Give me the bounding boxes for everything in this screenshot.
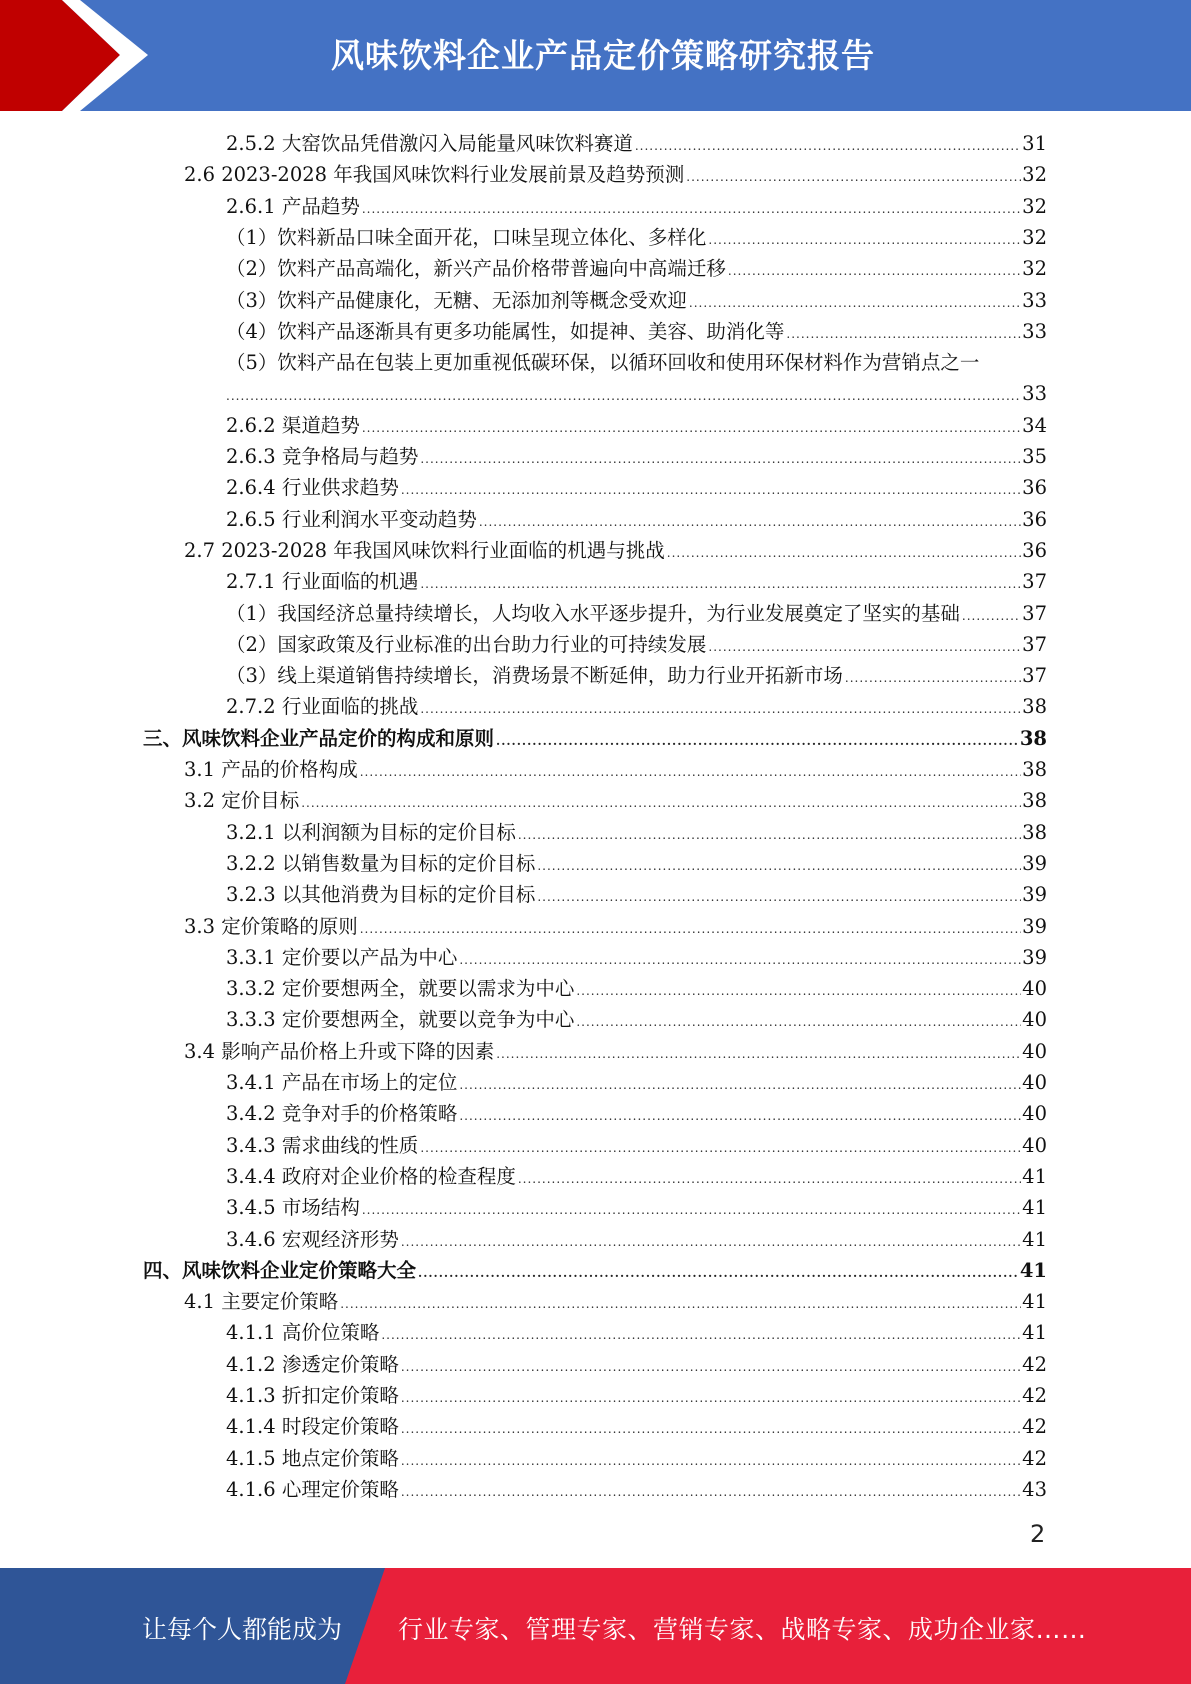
toc-page-number: 37 xyxy=(1022,601,1047,625)
toc-page-number: 41 xyxy=(1022,1290,1047,1314)
toc-page-number: 31 xyxy=(1022,132,1047,155)
toc-entry[interactable] xyxy=(226,691,1047,722)
toc-entry-title: 2.6.3 竞争格局与趋势 xyxy=(226,445,419,468)
toc-entry[interactable] xyxy=(184,1286,1047,1317)
toc-dot-leader xyxy=(845,663,1021,694)
toc-entry-title: 3.3.1 定价要以产品为中心 xyxy=(226,945,458,969)
toc-page-number: 37 xyxy=(1022,570,1047,594)
toc-page-number: 41 xyxy=(1022,1321,1047,1345)
toc-entry[interactable] xyxy=(226,1349,1047,1380)
toc-page-number: 34 xyxy=(1022,413,1047,437)
toc-entry-title: 3.4.6 宏观经济形势 xyxy=(226,1227,399,1251)
toc-entry[interactable] xyxy=(226,1443,1047,1474)
page-footer xyxy=(0,1568,1191,1684)
toc-entry-title: 3.4.5 市场结构 xyxy=(226,1196,360,1220)
toc-dot-leader xyxy=(418,1258,1019,1289)
footer-slogan-right: 行业专家、管理专家、营销专家、战略专家、成功企业家…… xyxy=(398,1615,1087,1644)
toc-page-number: 36 xyxy=(1022,476,1047,500)
toc-entry-title: 3.2 定价目标 xyxy=(184,789,300,813)
toc-entry-title: 2.6.4 行业供求趋势 xyxy=(226,476,399,500)
toc-entry[interactable] xyxy=(226,1004,1047,1035)
toc-dot-leader xyxy=(459,1101,1021,1132)
toc-dot-leader xyxy=(401,1352,1021,1383)
toc-entry[interactable] xyxy=(226,973,1047,1004)
toc-dot-leader xyxy=(381,1320,1021,1351)
toc-entry[interactable] xyxy=(226,629,1047,660)
toc-entry-title: （3）线上渠道销售持续增长，消费场景不断延伸，助力行业开拓新市场 xyxy=(226,664,843,688)
toc-entry-title: 3.4.3 需求曲线的性质 xyxy=(226,1133,419,1157)
toc-page-number: 39 xyxy=(1022,945,1047,969)
toc-entry-title: 4.1.2 渗透定价策略 xyxy=(226,1352,399,1376)
toc-page-number: 40 xyxy=(1022,1133,1047,1157)
toc-dot-leader xyxy=(420,444,1021,475)
toc-dot-leader xyxy=(360,757,1021,788)
toc-dot-leader xyxy=(496,1039,1021,1070)
toc-page-number: 33 xyxy=(1022,288,1047,312)
toc-dot-leader xyxy=(479,507,1021,538)
toc-entry[interactable] xyxy=(184,754,1047,785)
toc-dot-leader xyxy=(576,1007,1021,1038)
toc-entry-title: 3.4.4 政府对企业价格的检查程度 xyxy=(226,1164,516,1188)
toc-page-number: 41 xyxy=(1019,1258,1047,1282)
toc-dot-leader xyxy=(401,1477,1021,1508)
toc-entry-title: （2）国家政策及行业标准的出台助力行业的可持续发展 xyxy=(226,632,707,656)
page-number: 2 xyxy=(1030,1520,1046,1548)
toc-entry-title: 3.3 定价策略的原则 xyxy=(184,914,358,938)
toc-page-number: 37 xyxy=(1022,664,1047,688)
toc-entry-title: 2.7.2 行业面临的挑战 xyxy=(226,695,419,719)
toc-page-number: 40 xyxy=(1022,1102,1047,1126)
toc-dot-leader xyxy=(518,1164,1021,1195)
toc-entry[interactable] xyxy=(226,441,1047,472)
toc-entry[interactable] xyxy=(184,1036,1047,1067)
toc-entry[interactable] xyxy=(226,1474,1047,1505)
toc-entry-title: 2.6.2 渠道趋势 xyxy=(226,413,360,437)
toc-entry-title: 2.7.1 行业面临的机遇 xyxy=(226,570,419,594)
toc-entry-title: 4.1 主要定价策略 xyxy=(184,1290,339,1314)
toc-dot-leader xyxy=(496,726,1019,757)
toc-entry-continuation[interactable] xyxy=(226,378,1047,409)
toc-page-number: 40 xyxy=(1022,1071,1047,1094)
toc-entry-title: 2.7 2023-2028 年我国风味饮料行业面临的机遇与挑战 xyxy=(184,538,665,562)
toc-dot-leader xyxy=(340,1289,1021,1320)
toc-page-number: 37 xyxy=(1022,632,1047,656)
toc-dot-leader xyxy=(518,820,1021,851)
toc-entry-title: 3.2.3 以其他消费为目标的定价目标 xyxy=(226,883,536,907)
toc-dot-leader xyxy=(635,131,1021,162)
toc-entry-title: 4.1.4 时段定价策略 xyxy=(226,1415,399,1439)
toc-page-number: 39 xyxy=(1022,851,1047,875)
toc-entry[interactable] xyxy=(226,253,1047,284)
toc-entry-title: （1）饮料新品口味全面开花，口味呈现立体化、多样化 xyxy=(226,225,707,249)
toc-dot-leader xyxy=(360,914,1021,945)
toc-entry-title: （1）我国经济总量持续增长，人均收入水平逐步提升，为行业发展奠定了坚实的基础 xyxy=(226,601,960,625)
toc-dot-leader xyxy=(689,288,1021,319)
toc-entry[interactable] xyxy=(226,222,1047,253)
toc-page-number: 42 xyxy=(1022,1384,1047,1407)
toc-entry-title: 2.6 2023-2028 年我国风味饮料行业发展前景及趋势预测 xyxy=(184,163,685,187)
toc-entry-title: （2）饮料产品高端化，新兴产品价格带普遍向中高端迁移 xyxy=(226,257,726,281)
report-title: 风味饮料企业产品定价策略研究报告 xyxy=(331,36,875,75)
toc-entry[interactable] xyxy=(226,879,1047,910)
toc-page-number: 33 xyxy=(1022,319,1047,343)
toc-dot-leader xyxy=(459,1070,1021,1101)
toc-entry[interactable] xyxy=(226,598,1047,629)
toc-dot-leader xyxy=(786,319,1021,350)
toc-entry-title: 3.3.2 定价要想两全，就要以需求为中心 xyxy=(226,977,575,1001)
toc-dot-leader xyxy=(962,601,1021,632)
toc-entry-title: 2.6.5 行业利润水平变动趋势 xyxy=(226,507,477,531)
toc-entry[interactable] xyxy=(226,1067,1047,1098)
toc-dot-leader xyxy=(401,1383,1021,1414)
toc-page-number: 32 xyxy=(1022,225,1047,249)
toc-dot-leader xyxy=(401,1227,1021,1258)
toc-entry[interactable] xyxy=(226,191,1047,222)
toc-dot-leader xyxy=(420,569,1021,600)
toc-page-number: 32 xyxy=(1022,257,1047,281)
footer-slogan-left: 让每个人都能成为 xyxy=(142,1615,343,1644)
toc-page-number: 41 xyxy=(1022,1164,1047,1188)
toc-dot-leader xyxy=(362,194,1021,225)
toc-entry-title: 四、风味饮料企业定价策略大全 xyxy=(143,1258,417,1282)
toc-dot-leader xyxy=(401,1446,1021,1477)
toc-page-number: 40 xyxy=(1022,1008,1047,1032)
toc-dot-leader xyxy=(301,788,1021,819)
toc-entry[interactable] xyxy=(184,785,1047,816)
toc-entry[interactable] xyxy=(143,1255,1047,1286)
toc-dot-leader xyxy=(420,694,1021,725)
toc-entry-title: 3.3.3 定价要想两全，就要以竞争为中心 xyxy=(226,1008,575,1032)
toc-entry[interactable] xyxy=(226,1098,1047,1129)
toc-entry[interactable] xyxy=(226,942,1047,973)
toc-entry-title: 3.1 产品的价格构成 xyxy=(184,758,358,781)
toc-entry-title: 4.1.3 折扣定价策略 xyxy=(226,1384,399,1407)
toc-dot-leader xyxy=(401,475,1021,506)
toc-entry[interactable] xyxy=(184,535,1047,566)
toc-entry[interactable] xyxy=(226,1224,1047,1255)
toc-entry[interactable] xyxy=(226,817,1047,848)
toc-dot-leader xyxy=(362,1195,1021,1226)
toc-dot-leader xyxy=(420,1133,1021,1164)
toc-entry[interactable] xyxy=(143,723,1047,754)
toc-entry[interactable] xyxy=(226,1380,1047,1411)
toc-dot-leader xyxy=(576,976,1021,1007)
toc-page-number: 40 xyxy=(1022,1039,1047,1063)
toc-dot-leader xyxy=(362,413,1021,444)
toc-page-number: 36 xyxy=(1022,507,1047,531)
toc-entry-title: 3.4 影响产品价格上升或下降的因素 xyxy=(184,1039,495,1063)
toc-entry-title: 三、风味饮料企业产品定价的构成和原则 xyxy=(143,726,495,750)
toc-dot-leader xyxy=(401,1414,1021,1445)
toc-entry[interactable] xyxy=(226,1317,1047,1348)
toc-entry[interactable] xyxy=(226,1161,1047,1192)
toc-entry-title: 3.4.1 产品在市场上的定位 xyxy=(226,1071,458,1094)
toc-page-number: 36 xyxy=(1022,538,1047,562)
toc-page-number: 38 xyxy=(1022,695,1047,719)
toc-dot-leader xyxy=(667,538,1021,569)
toc-page-number: 42 xyxy=(1022,1415,1047,1439)
toc-page-number: 33 xyxy=(1022,382,1047,406)
toc-entry[interactable] xyxy=(226,1192,1047,1223)
toc-entry[interactable] xyxy=(226,285,1047,316)
toc-entry-title: 3.2.1 以利润额为目标的定价目标 xyxy=(226,820,516,844)
toc-entry[interactable] xyxy=(226,660,1047,691)
toc-page-number: 41 xyxy=(1022,1196,1047,1220)
toc-entry[interactable] xyxy=(184,911,1047,942)
toc-page-number: 39 xyxy=(1022,914,1047,938)
toc-page-number: 38 xyxy=(1022,789,1047,813)
toc-page-number: 42 xyxy=(1022,1352,1047,1376)
toc-page-number: 38 xyxy=(1022,758,1047,781)
toc-entry-title: 3.4.2 竞争对手的价格策略 xyxy=(226,1102,458,1126)
toc-dot-leader xyxy=(686,162,1021,193)
toc-entry[interactable] xyxy=(226,316,1047,347)
toc-entry[interactable] xyxy=(184,159,1047,190)
toc-entry-title: （4）饮料产品逐渐具有更多功能属性，如提神、美容、助消化等 xyxy=(226,319,785,343)
toc-page-number: 43 xyxy=(1022,1477,1047,1501)
toc-entry[interactable] xyxy=(226,128,1047,159)
toc-page-number: 38 xyxy=(1022,820,1047,844)
toc-page-number: 35 xyxy=(1022,445,1047,468)
toc-entry-title: 4.1.6 心理定价策略 xyxy=(226,1477,399,1501)
toc-dot-leader xyxy=(708,225,1021,256)
toc-entry-title: 3.2.2 以销售数量为目标的定价目标 xyxy=(226,851,536,875)
toc-page-number: 40 xyxy=(1022,977,1047,1001)
toc-entry-title: 2.5.2 大窑饮品凭借激闪入局能量风味饮料赛道 xyxy=(226,132,633,155)
toc-dot-leader xyxy=(728,256,1021,287)
toc-entry-title: 4.1.5 地点定价策略 xyxy=(226,1446,399,1470)
toc-entry-title: 2.6.1 产品趋势 xyxy=(226,194,360,218)
toc-page-number: 32 xyxy=(1022,163,1047,187)
toc-entry-title: （3）饮料产品健康化，无糖、无添加剂等概念受欢迎 xyxy=(226,288,687,312)
toc-page-number: 38 xyxy=(1019,726,1047,750)
toc-dot-leader xyxy=(537,882,1021,913)
toc-dot-leader xyxy=(537,851,1021,882)
toc-entry[interactable] xyxy=(226,410,1047,441)
toc-dot-leader xyxy=(708,632,1021,663)
toc-dot-leader xyxy=(226,381,1021,412)
toc-dot-leader xyxy=(459,945,1021,976)
toc-page-number: 41 xyxy=(1022,1227,1047,1251)
toc-page-number: 32 xyxy=(1022,194,1047,218)
toc-entry[interactable] xyxy=(226,1130,1047,1161)
toc-page-number: 39 xyxy=(1022,883,1047,907)
toc-page-number: 42 xyxy=(1022,1446,1047,1470)
page-header xyxy=(0,0,1191,111)
toc-entry[interactable] xyxy=(226,1411,1047,1442)
toc-entry[interactable] xyxy=(226,472,1047,503)
toc-entry[interactable] xyxy=(226,504,1047,535)
toc-entry-text[interactable]: （5）饮料产品在包装上更加重视低碳环保，以循环回收和使用环保材料作为营销点之一 xyxy=(226,351,980,375)
toc-entry[interactable] xyxy=(226,566,1047,597)
toc-entry[interactable] xyxy=(226,848,1047,879)
toc-entry-title: 4.1.1 高价位策略 xyxy=(226,1321,380,1345)
